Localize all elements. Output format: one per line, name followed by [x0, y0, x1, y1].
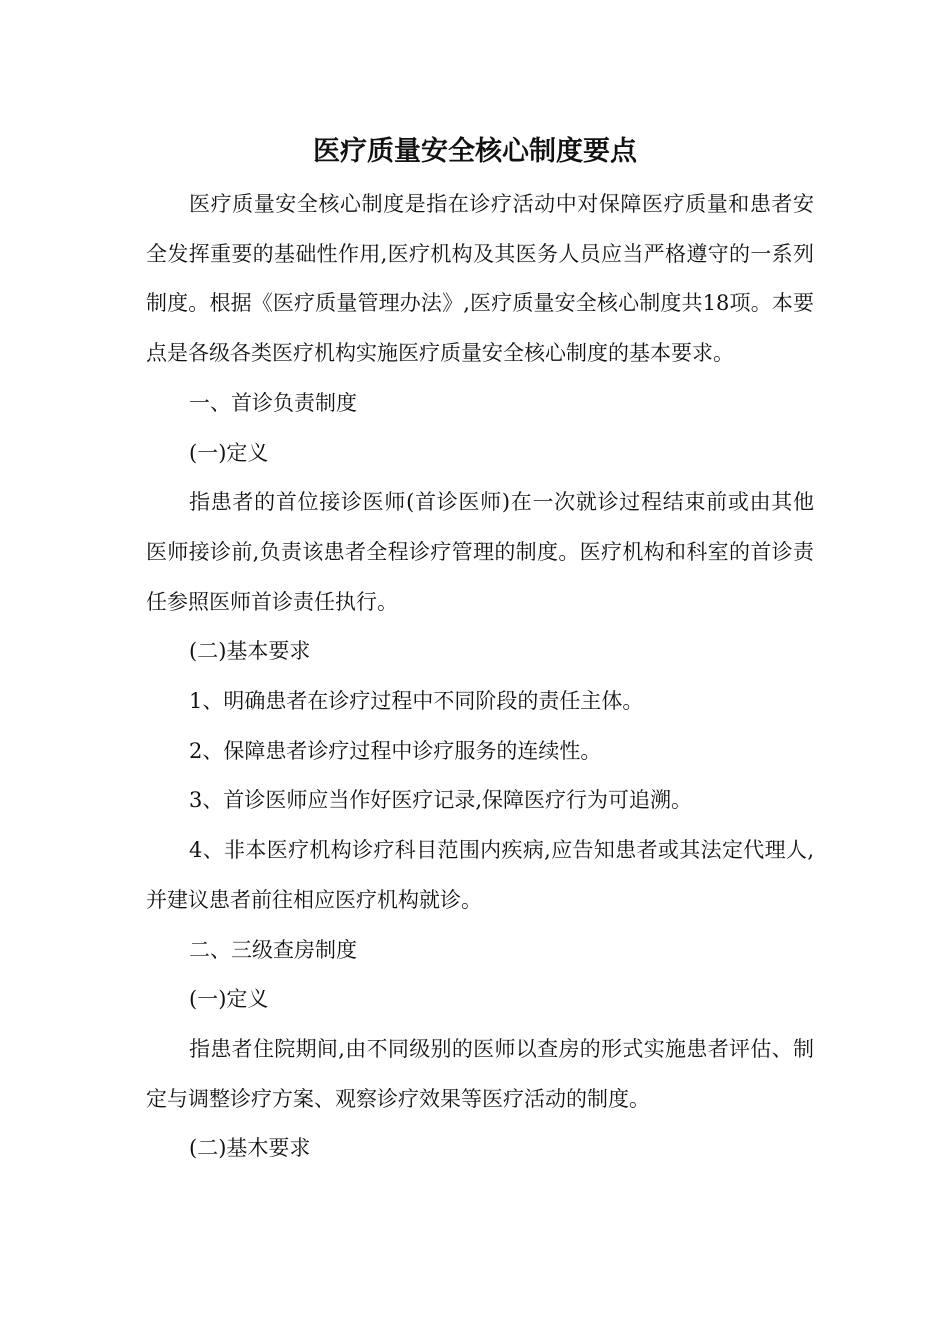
section-heading: 二、三级查房制度	[189, 937, 357, 962]
subsection-heading: (一)定义	[189, 987, 269, 1012]
section-heading: 一、首诊负责制度	[189, 390, 357, 415]
document-title: 医疗质量安全核心制度要点	[313, 136, 637, 167]
requirement-item: 2、保障患者诊疗过程中诊疗服务的连续性。	[189, 738, 602, 763]
subsection-heading: (二)基本要求	[189, 639, 311, 664]
requirement-item: 4、非本医疗机构诊疗科目范围内疾病,应告知患者或其法定代理人,并建议患者前往相应医疗机构就诊。	[146, 838, 814, 912]
definition-paragraph: 指患者住院期间,由不同级别的医师以查房的形式实施患者评估、制定与调整诊疗方案、观察诊疗效果等医疗活动的制度。	[146, 1036, 814, 1111]
intro-paragraph: 医疗质量安全核心制度是指在诊疗活动中对保障医疗质量和患者安全发挥重要的基础性作用,医疗机构及其医务人员应当严格遵守的一系列制度。根据《医疗质量管理办法》,医疗质量安全核心制度共18项。本要点是各级各类医疗机构实施医疗质量安全核心制度的基本要求。	[146, 192, 814, 366]
requirement-item: 3、首诊医师应当作好医疗记录,保障医疗行为可追溯。	[189, 788, 693, 813]
document-body	[146, 180, 814, 1174]
subsection-heading: (二)基木要求	[189, 1136, 311, 1161]
subsection-heading: (一)定义	[189, 440, 269, 465]
definition-paragraph: 指患者的首位接诊医师(首诊医师)在一次就诊过程结束前或由其他医师接诊前,负责该患者全程诊疗管理的制度。医疗机构和科室的首诊责任参照医师首诊责任执行。	[146, 490, 814, 614]
requirement-item: 1、明确患者在诊疗过程中不同阶段的责任主体。	[189, 689, 644, 714]
